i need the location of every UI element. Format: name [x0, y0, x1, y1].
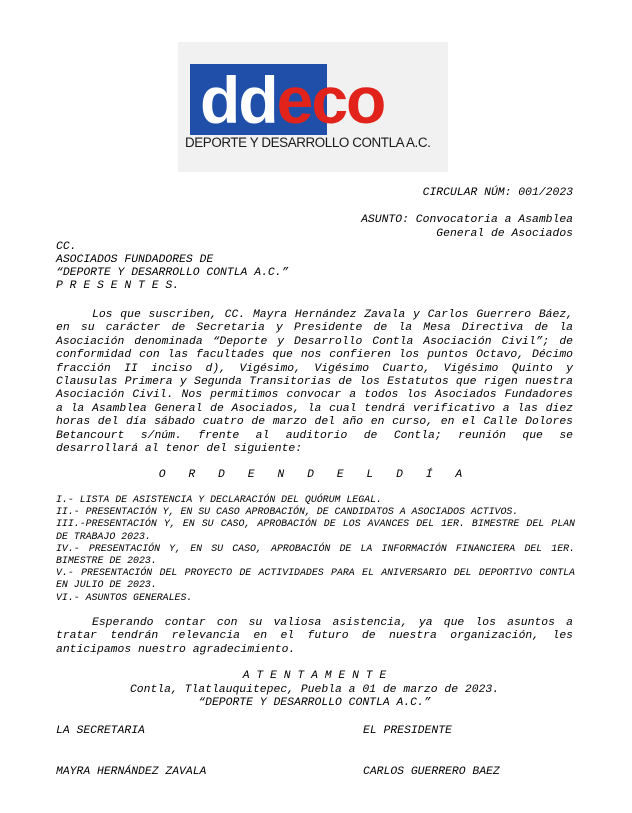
agenda-title: [56, 469, 573, 482]
closing-paragraph: Esperando contar con su valiosa asistencia, ya que los asuntos a tratar tendrán relevancia en el futuro de nuestra organización, les anticipamos nuestro agradecimiento.: [56, 617, 573, 656]
agenda-item: II.- PRESENTACIÓN Y, EN SU CASO APROBACIÓN, DE CANDIDATOS A ASOCIADOS ACTIVOS.: [56, 506, 519, 518]
agenda-item: V.- PRESENTACIÓN DEL PROYECTO DE ACTIVIDADES PARA EL ANIVERSARIO DEL DEPORTIVO CONTLA EN JULIO DE 2023.: [56, 567, 575, 591]
recipient-organization: “DEPORTE Y DESARROLLO CONTLA A.C.”: [56, 267, 289, 279]
logo-wordmark: [200, 62, 384, 138]
agenda-title-text: O R D E N D E L D Í A: [158, 469, 471, 481]
subject-line-1: ASUNTO: Convocatoria a Asamblea: [361, 214, 573, 226]
recipient-cc: CC.: [56, 241, 77, 253]
logo-subtitle: DEPORTE Y DESARROLLO CONTLA A.C.: [185, 135, 431, 150]
president-title: EL PRESIDENTE: [363, 725, 452, 737]
agenda-item: III.-PRESENTACIÓN Y, EN SU CASO, APROBACIÓN DE LOS AVANCES DEL 1ER. BIMESTRE DEL PLAN DE TRABAJO 2023.: [56, 518, 575, 542]
secretary-title: LA SECRETARIA: [56, 725, 145, 737]
circular-number: CIRCULAR NÚM: 001/2023: [422, 187, 573, 199]
atentamente: A T E N T A M E N T E: [242, 670, 387, 682]
recipient-presentes: P R E S E N T E S.: [56, 280, 180, 292]
logo-eco: eco: [276, 63, 385, 137]
subject-line-2: General de Asociados: [436, 228, 573, 240]
organization-logo: [178, 42, 448, 172]
agenda-item: I.- LISTA DE ASISTENCIA Y DECLARACIÓN DEL QUÓRUM LEGAL.: [56, 494, 382, 505]
agenda-item: IV.- PRESENTACIÓN Y, EN SU CASO, APROBACIÓN DE LA INFORMACIÓN FINANCIERA DEL 1ER. BIMESTRE DE 2023.: [56, 542, 575, 567]
agenda-item: VI.- ASUNTOS GENERALES.: [56, 591, 193, 603]
recipient-line-2: ASOCIADOS FUNDADORES DE: [56, 254, 214, 266]
agenda-list: [56, 494, 575, 604]
closing-organization: “DEPORTE Y DESARROLLO CONTLA A.C.”: [198, 697, 431, 709]
convocation-paragraph: Los que suscriben, CC. Mayra Hernández Zavala y Carlos Guerrero Báez, en su carácter de Secretaria y Presidente de la Mesa Directiva de la Asociación denominada “Deporte y Desarrollo Contla Asociación Civil”; de conformidad con las facultades que nos confieren los puntos Octavo, Décimo fracción II inciso d), Vigésimo, Vigésimo Cuarto, Vigésimo Quinto y Clausulas Primera y Segunda Transitorias de los Estatutos que rigen nuestra Asociación Civil. Nos permitimos convocar a todos los Asociados Fundadores a la Asamblea General de Asociados, la cual tendrá verificativo a las diez horas del día sábado cuatro de marzo del año en curso, en el Calle Dolores Betancourt s/núm. frente al auditorio de Contla; reunión que se desarrollará al tenor del siguiente:: [56, 309, 573, 456]
president-name: CARLOS GUERRERO BAEZ: [363, 766, 500, 778]
logo-dd: dd: [200, 63, 277, 137]
place-and-date: Contla, Tlatlauquitepec, Puebla a 01 de marzo de 2023.: [129, 684, 500, 696]
secretary-name: MAYRA HERNÁNDEZ ZAVALA: [56, 766, 207, 778]
